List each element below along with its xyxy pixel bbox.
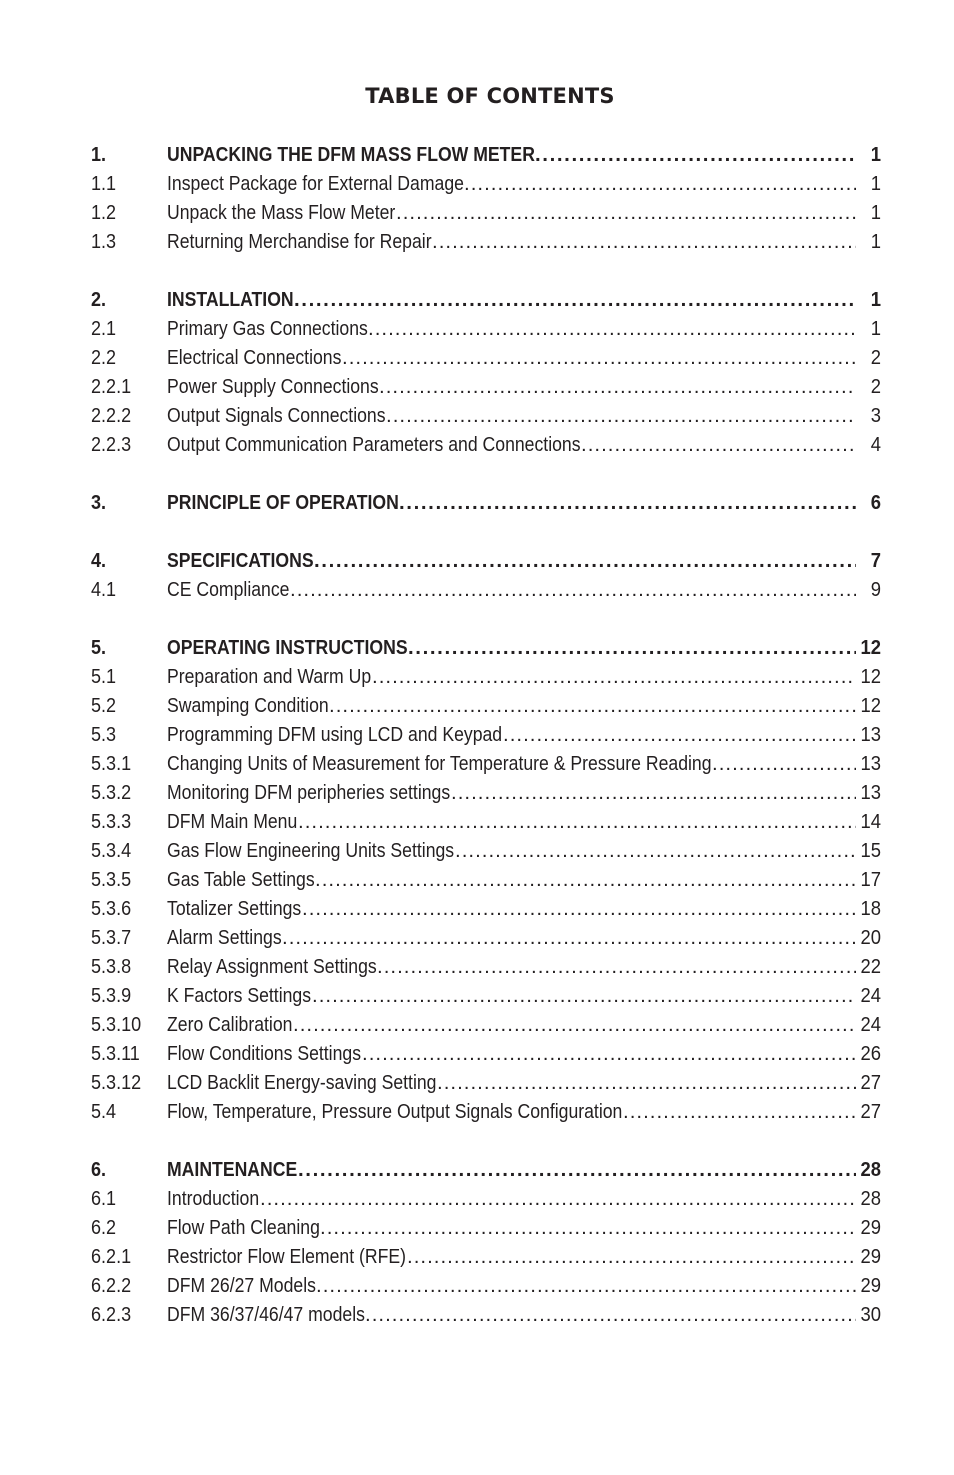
toc-entry-label-wrap [167, 1271, 316, 1300]
toc-entry [91, 836, 881, 865]
toc-entry-label-wrap [167, 285, 294, 314]
toc-entry-page-number: 2 [870, 375, 881, 398]
toc-entry-number: 5.3.10 [91, 1013, 142, 1036]
toc-entry-label-wrap [167, 343, 342, 372]
toc-section-entry [91, 633, 881, 662]
toc-entry-page-number: 24 [860, 984, 881, 1007]
toc-entry [91, 227, 881, 256]
toc-entry [91, 1242, 881, 1271]
toc-entry-number: 5.3.4 [91, 839, 132, 862]
toc-entry-page-number: 13 [860, 781, 881, 804]
toc-entry-label-wrap [167, 720, 503, 749]
toc-entry-number: 5.3.5 [91, 868, 132, 891]
toc-entry [91, 720, 881, 749]
toc-entry-label: Changing Units of Measurement for Temperature & Pressure Reading [167, 752, 712, 775]
dot-leader [315, 865, 856, 894]
toc-entry [91, 923, 881, 952]
toc-entry-label-wrap [167, 1155, 298, 1184]
toc-entry [91, 401, 881, 430]
page-title: TABLE OF CONTENTS [365, 84, 615, 108]
toc-entry-label: Electrical Connections [167, 346, 342, 369]
toc-entry-label-wrap [167, 1213, 320, 1242]
toc-entry-label-wrap [167, 488, 399, 517]
toc-entry-page-number: 3 [870, 404, 881, 427]
toc-entry-page-number: 20 [860, 926, 881, 949]
toc-entry-label: LCD Backlit Energy-saving Setting [167, 1071, 437, 1094]
toc-entry [91, 314, 881, 343]
dot-leader [437, 1068, 856, 1097]
toc-section-entry [91, 546, 881, 575]
toc-entry [91, 749, 881, 778]
toc-entry-label-wrap [167, 1300, 365, 1329]
toc-entry-number: 4.1 [91, 578, 117, 601]
toc-entry-page-number: 9 [870, 578, 881, 601]
toc-entry-label: Unpack the Mass Flow Meter [167, 201, 396, 224]
toc-entry [91, 1068, 881, 1097]
toc-entry-page-number: 4 [870, 433, 881, 456]
dot-leader [293, 1010, 856, 1039]
toc-entry-page-number: 28 [860, 1158, 881, 1181]
toc-entry-page-number: 27 [860, 1071, 881, 1094]
toc-entry-label: K Factors Settings [167, 984, 312, 1007]
dot-leader [408, 633, 856, 662]
toc-entry [91, 778, 881, 807]
toc-entry-label: Preparation and Warm Up [167, 665, 372, 688]
dot-leader [581, 430, 856, 459]
toc-entry-number: 1. [91, 143, 107, 166]
toc-entry-label-wrap [167, 227, 432, 256]
dot-leader [316, 1271, 856, 1300]
toc-section-entry [91, 1155, 881, 1184]
toc-entry-label: DFM 36/37/46/47 models [167, 1303, 365, 1326]
toc-entry-number: 5. [91, 636, 107, 659]
toc-entry-label-wrap [167, 662, 372, 691]
toc-entry-page-number: 29 [860, 1216, 881, 1239]
toc-entry-label-wrap [167, 691, 329, 720]
toc-entry-page-number: 1 [870, 288, 881, 311]
toc-entry-label: CE Compliance [167, 578, 290, 601]
toc-entry-label: Introduction [167, 1187, 260, 1210]
toc-entry-label: MAINTENANCE [167, 1158, 298, 1181]
dot-leader [535, 140, 856, 169]
dot-leader [362, 1039, 856, 1068]
toc-entry-page-number: 28 [860, 1187, 881, 1210]
toc-entry [91, 1184, 881, 1213]
toc-entry-number: 2.2.2 [91, 404, 132, 427]
dot-leader [290, 575, 856, 604]
toc-entry [91, 691, 881, 720]
toc-entry-label-wrap [167, 198, 396, 227]
toc-entry [91, 575, 881, 604]
toc-entry-label-wrap [167, 1242, 407, 1271]
dot-leader [455, 836, 856, 865]
toc-entry-number: 2.2.3 [91, 433, 132, 456]
toc-entry-label: Gas Table Settings [167, 868, 315, 891]
toc-entry-page-number: 15 [860, 839, 881, 862]
toc-section-entry [91, 285, 881, 314]
toc-entry [91, 807, 881, 836]
toc-entry [91, 1010, 881, 1039]
toc-entry-label: Monitoring DFM peripheries settings [167, 781, 451, 804]
toc-entry [91, 1271, 881, 1300]
toc-entry-label: Relay Assignment Settings [167, 955, 377, 978]
toc-entry-label: Restrictor Flow Element (RFE) [167, 1245, 407, 1268]
toc-entry-number: 5.3.1 [91, 752, 132, 775]
toc-entry-page-number: 14 [860, 810, 881, 833]
toc-entry-number: 2.1 [91, 317, 117, 340]
toc-entry-page-number: 26 [860, 1042, 881, 1065]
toc-entry-label-wrap [167, 1039, 362, 1068]
toc-entry-label-wrap [167, 169, 464, 198]
toc-entry-label-wrap [167, 546, 314, 575]
toc-entry-number: 2. [91, 288, 107, 311]
toc-entry-page-number: 1 [870, 201, 881, 224]
dot-leader [320, 1213, 856, 1242]
toc-entry-label: Programming DFM using LCD and Keypad [167, 723, 503, 746]
toc-entry-label: Gas Flow Engineering Units Settings [167, 839, 455, 862]
toc-entry-label: Zero Calibration [167, 1013, 293, 1036]
toc-entry-label-wrap [167, 981, 312, 1010]
dot-leader [298, 807, 856, 836]
toc-entry-number: 5.3.6 [91, 897, 132, 920]
toc-entry-label: Alarm Settings [167, 926, 282, 949]
toc-entry-number: 6.2.2 [91, 1274, 132, 1297]
toc-entry-number: 1.1 [91, 172, 117, 195]
toc-entry-page-number: 12 [860, 694, 881, 717]
toc-entry-page-number: 12 [860, 636, 881, 659]
toc-entry-page-number: 6 [870, 491, 881, 514]
toc-entry-label-wrap [167, 1097, 623, 1126]
toc-section-entry [91, 140, 881, 169]
toc-entry-number: 5.1 [91, 665, 117, 688]
toc-entry [91, 894, 881, 923]
toc-list [91, 140, 881, 1329]
toc-entry-label: Output Signals Connections [167, 404, 386, 427]
toc-entry-page-number: 1 [870, 172, 881, 195]
toc-entry-label-wrap [167, 865, 315, 894]
toc-entry-label-wrap [167, 575, 290, 604]
toc-entry [91, 981, 881, 1010]
toc-entry-page-number: 7 [870, 549, 881, 572]
toc-entry-label-wrap [167, 1184, 260, 1213]
toc-entry-number: 5.3.11 [91, 1042, 140, 1065]
toc-entry [91, 372, 881, 401]
dot-leader [399, 488, 856, 517]
toc-entry-page-number: 30 [860, 1303, 881, 1326]
dot-leader [329, 691, 856, 720]
toc-entry-label-wrap [167, 401, 386, 430]
dot-leader [396, 198, 856, 227]
toc-entry-number: 2.2.1 [91, 375, 132, 398]
toc-entry-number: 3. [91, 491, 107, 514]
toc-entry [91, 952, 881, 981]
toc-entry-label: DFM Main Menu [167, 810, 298, 833]
toc-entry-label: Flow Path Cleaning [167, 1216, 320, 1239]
toc-entry-label: PRINCIPLE OF OPERATION [167, 491, 399, 514]
toc-entry-page-number: 13 [860, 752, 881, 775]
dot-leader [368, 314, 856, 343]
toc-entry [91, 865, 881, 894]
toc-entry-page-number: 22 [860, 955, 881, 978]
dot-leader [451, 778, 856, 807]
dot-leader [432, 227, 856, 256]
dot-leader [282, 923, 856, 952]
toc-entry-label-wrap [167, 314, 368, 343]
toc-entry-page-number: 24 [860, 1013, 881, 1036]
toc-entry-number: 6. [91, 1158, 107, 1181]
dot-leader [302, 894, 856, 923]
toc-entry-label-wrap [167, 372, 379, 401]
toc-entry-number: 5.3.9 [91, 984, 132, 1007]
toc-entry-label-wrap [167, 633, 408, 662]
dot-leader [260, 1184, 856, 1213]
toc-entry-label: Power Supply Connections [167, 375, 379, 398]
toc-entry-number: 6.2.1 [91, 1245, 132, 1268]
toc-entry-page-number: 1 [870, 230, 881, 253]
dot-leader [372, 662, 856, 691]
toc-entry-label: Totalizer Settings [167, 897, 302, 920]
toc-entry-number: 6.2.3 [91, 1303, 132, 1326]
toc-entry [91, 198, 881, 227]
toc-entry [91, 1039, 881, 1068]
toc-entry-label-wrap [167, 749, 712, 778]
toc-entry-page-number: 13 [860, 723, 881, 746]
toc-entry-number: 5.3.3 [91, 810, 132, 833]
toc-entry-number: 1.2 [91, 201, 117, 224]
toc-entry-page-number: 27 [860, 1100, 881, 1123]
toc-entry-number: 5.4 [91, 1100, 117, 1123]
toc-entry-number: 5.3.12 [91, 1071, 142, 1094]
toc-entry-label: Flow, Temperature, Pressure Output Signals Configuration [167, 1100, 623, 1123]
dot-leader [298, 1155, 856, 1184]
dot-leader [377, 952, 856, 981]
toc-entry-number: 5.3 [91, 723, 117, 746]
toc-entry-label-wrap [167, 807, 298, 836]
toc-entry-number: 6.1 [91, 1187, 117, 1210]
toc-entry-number: 5.2 [91, 694, 117, 717]
toc-entry-number: 5.3.7 [91, 926, 132, 949]
toc-section-entry [91, 488, 881, 517]
dot-leader [407, 1242, 856, 1271]
toc-entry-number: 5.3.2 [91, 781, 132, 804]
toc-entry-label-wrap [167, 894, 302, 923]
toc-entry-label: DFM 26/27 Models [167, 1274, 316, 1297]
dot-leader [464, 169, 856, 198]
toc-entry-number: 2.2 [91, 346, 117, 369]
toc-entry-page-number: 2 [870, 346, 881, 369]
toc-entry-number: 4. [91, 549, 107, 572]
toc-entry-label: Output Communication Parameters and Connections [167, 433, 581, 456]
toc-entry-page-number: 1 [870, 143, 881, 166]
toc-entry-label-wrap [167, 1068, 437, 1097]
toc-entry-number: 6.2 [91, 1216, 117, 1239]
toc-entry-label-wrap [167, 778, 451, 807]
toc-entry-page-number: 17 [860, 868, 881, 891]
toc-entry-label-wrap [167, 140, 535, 169]
toc-entry-number: 5.3.8 [91, 955, 132, 978]
dot-leader [712, 749, 856, 778]
toc-entry-label: Flow Conditions Settings [167, 1042, 362, 1065]
dot-leader [386, 401, 856, 430]
toc-entry-page-number: 1 [870, 317, 881, 340]
toc-entry [91, 1097, 881, 1126]
toc-entry-page-number: 18 [860, 897, 881, 920]
toc-entry [91, 169, 881, 198]
toc-entry-label: SPECIFICATIONS [167, 549, 314, 572]
toc-entry [91, 343, 881, 372]
dot-leader [623, 1097, 856, 1126]
toc-entry-label: INSTALLATION [167, 288, 294, 311]
toc-entry-page-number: 29 [860, 1245, 881, 1268]
dot-leader [503, 720, 856, 749]
dot-leader [379, 372, 856, 401]
toc-entry-number: 1.3 [91, 230, 117, 253]
toc-entry [91, 1300, 881, 1329]
toc-entry-label-wrap [167, 1010, 293, 1039]
toc-entry-page-number: 12 [860, 665, 881, 688]
toc-entry-label: Swamping Condition [167, 694, 329, 717]
dot-leader [342, 343, 856, 372]
toc-entry-label: Primary Gas Connections [167, 317, 368, 340]
toc-entry [91, 430, 881, 459]
toc-entry-label-wrap [167, 430, 581, 459]
toc-entry-label: Returning Merchandise for Repair [167, 230, 432, 253]
toc-entry [91, 662, 881, 691]
toc-entry-label-wrap [167, 952, 377, 981]
toc-entry-label: UNPACKING THE DFM MASS FLOW METER [167, 143, 535, 166]
toc-entry-label-wrap [167, 923, 282, 952]
toc-entry [91, 1213, 881, 1242]
toc-entry-page-number: 29 [860, 1274, 881, 1297]
dot-leader [312, 981, 856, 1010]
dot-leader [314, 546, 856, 575]
toc-entry-label: OPERATING INSTRUCTIONS [167, 636, 408, 659]
dot-leader [365, 1300, 856, 1329]
dot-leader [294, 285, 856, 314]
toc-entry-label-wrap [167, 836, 455, 865]
toc-entry-label: Inspect Package for External Damage [167, 172, 464, 195]
